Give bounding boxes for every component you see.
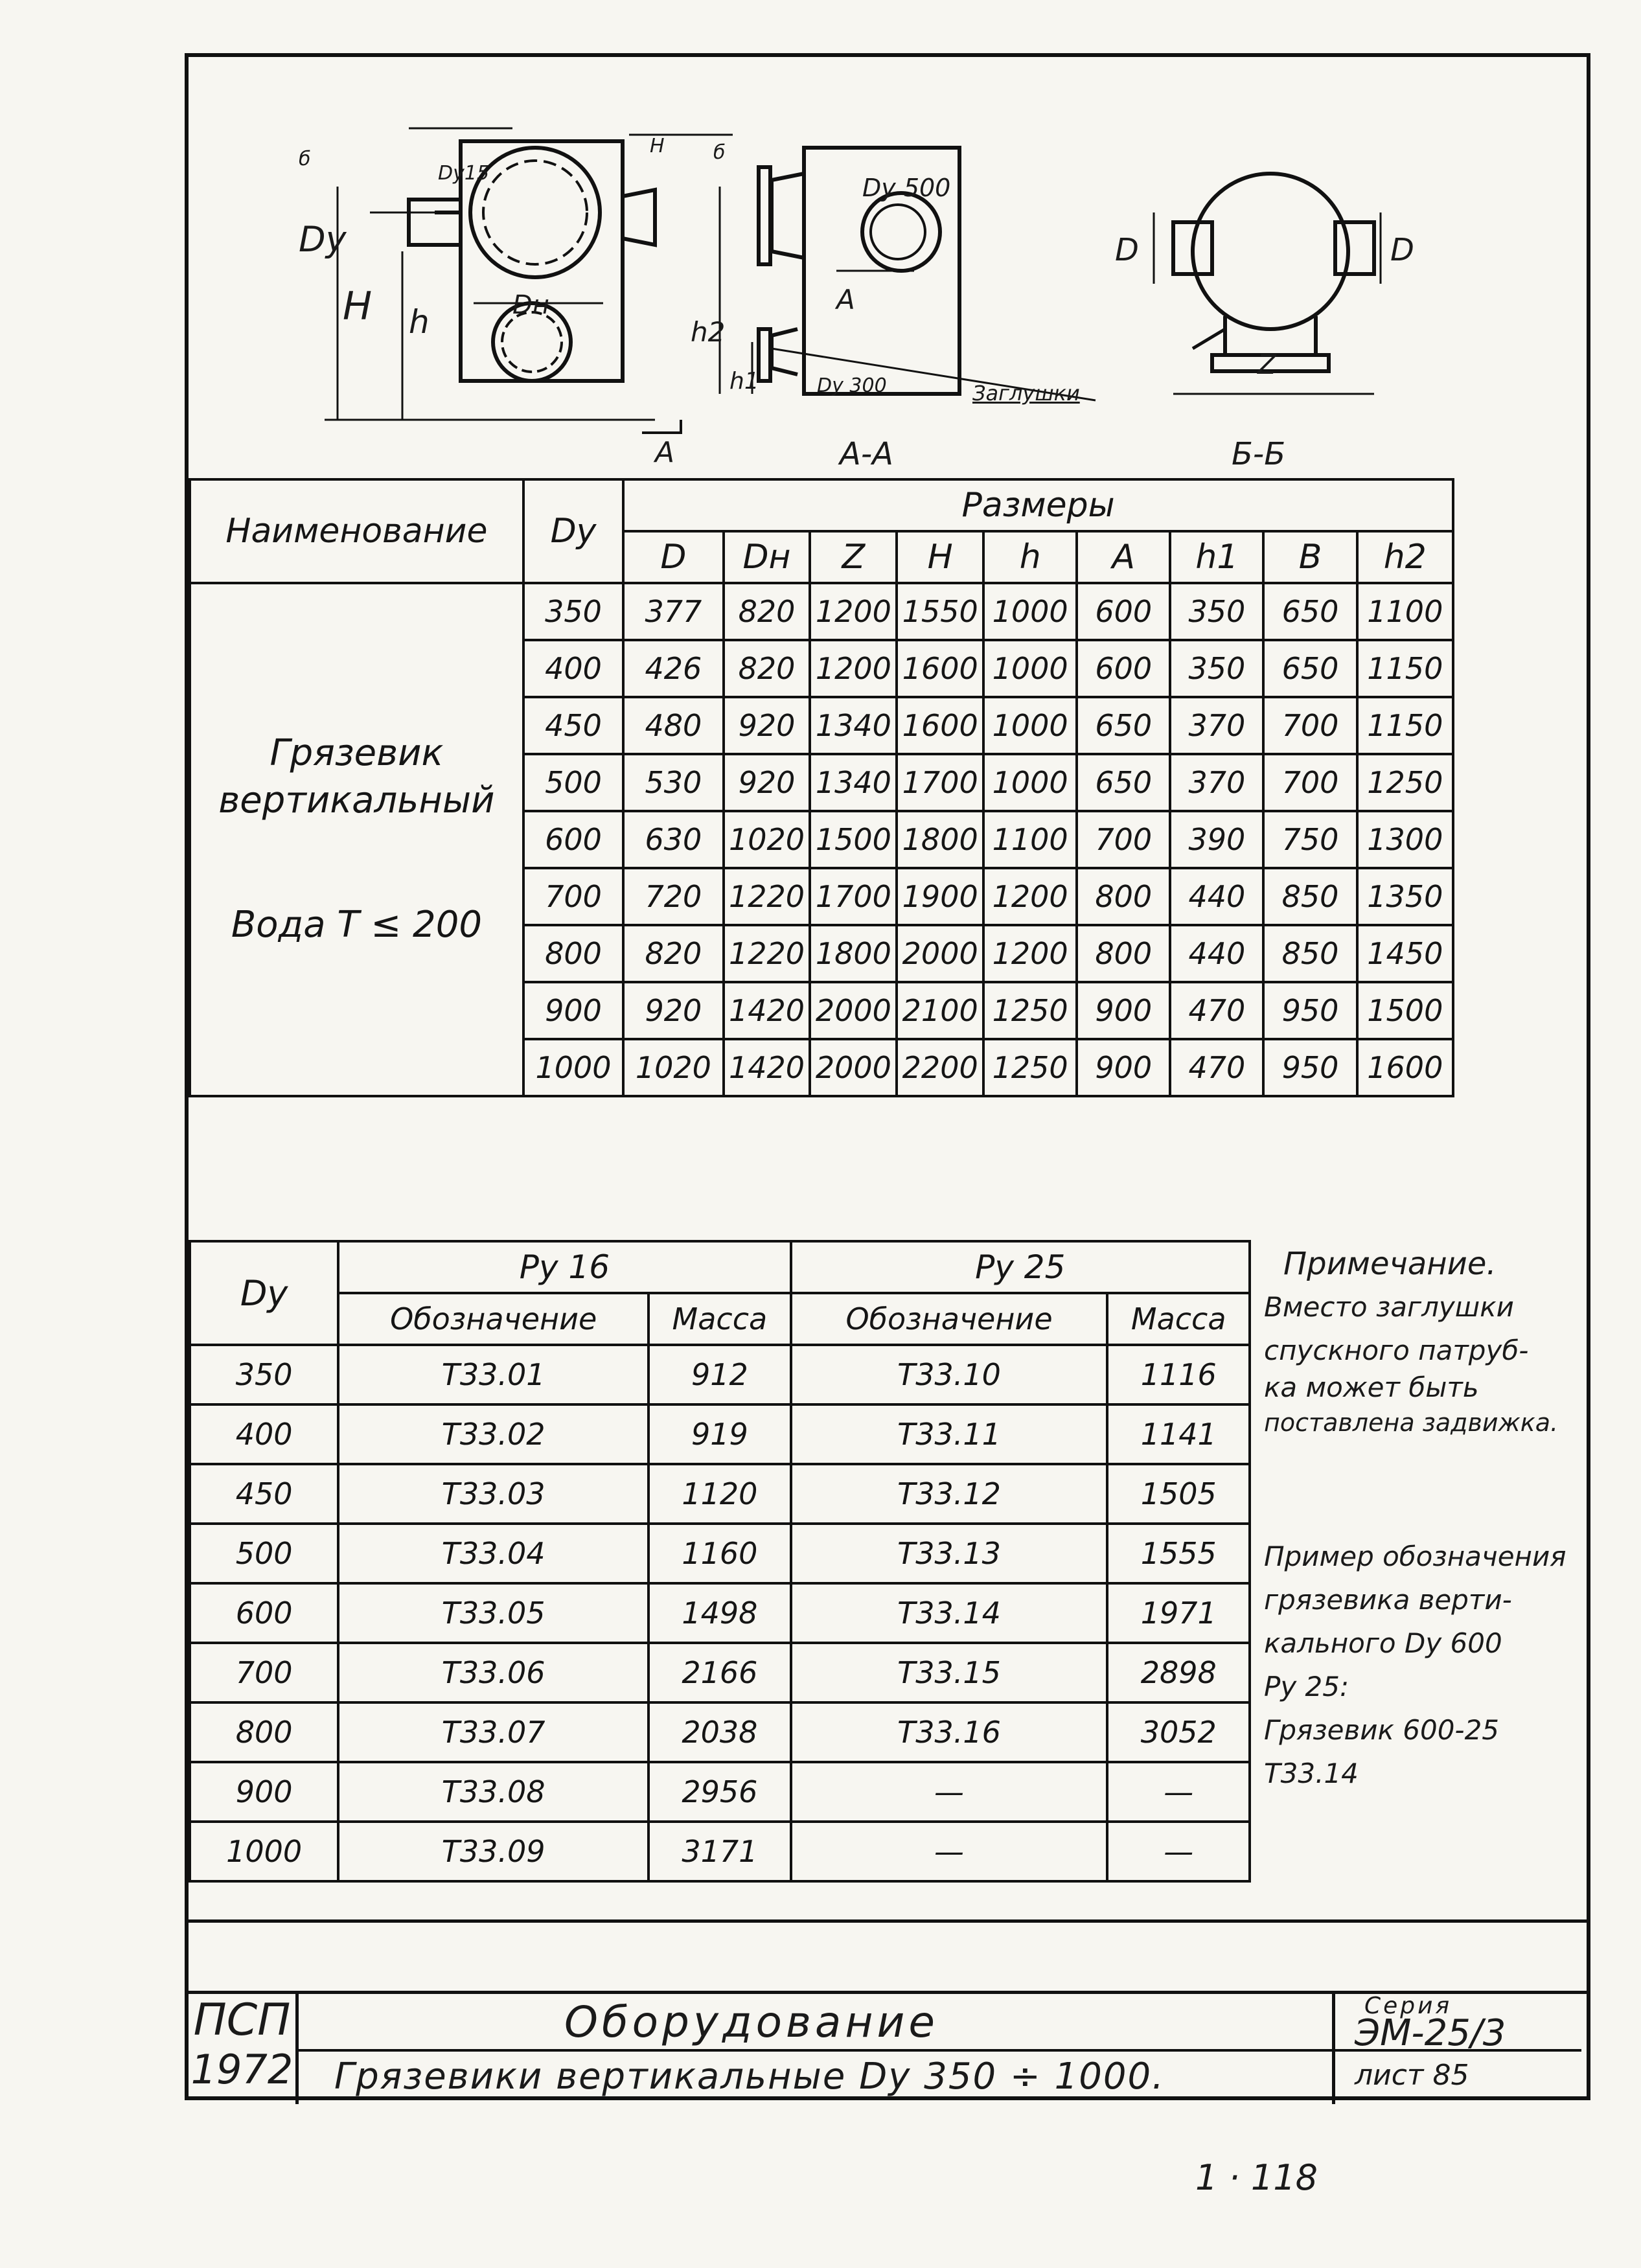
product-name-cell	[190, 583, 523, 1096]
product-name-line: Вода Т ≤ 200	[231, 904, 482, 946]
mass-cell: 3171	[648, 1822, 791, 1881]
dy-cell: 350	[523, 583, 623, 640]
dimension-cell: 1600	[897, 640, 983, 697]
label-a-cut: A	[655, 436, 675, 469]
col-header: Z	[810, 531, 897, 583]
dimension-cell: 1800	[897, 811, 983, 868]
dimension-cell: 650	[1077, 697, 1170, 754]
dimension-cell: 700	[1263, 697, 1357, 754]
mass-cell: 1498	[648, 1583, 791, 1643]
note-line: поставлена задвижка.	[1264, 1408, 1559, 1437]
dy-cell: 900	[523, 982, 623, 1039]
dimension-cell: 1150	[1357, 697, 1453, 754]
dimension-cell: 1200	[983, 925, 1077, 982]
dimension-cell: 1220	[724, 925, 810, 982]
dimension-cell: 370	[1170, 697, 1263, 754]
dimension-cell: 440	[1170, 868, 1263, 925]
drawing-sheet	[185, 53, 1590, 2100]
dimension-cell: 1100	[983, 811, 1077, 868]
example-line: кального Dу 600	[1264, 1627, 1502, 1659]
designation-row	[190, 1822, 1250, 1881]
dimension-cell: 630	[623, 811, 723, 868]
mass-cell: 2038	[648, 1702, 791, 1762]
designation-cell: Т33.03	[338, 1464, 648, 1524]
dimension-cell: 1600	[897, 697, 983, 754]
example-line: Пример обозначения	[1264, 1541, 1566, 1572]
category-title: Оборудование	[564, 1997, 939, 2047]
dimension-cell: 920	[724, 754, 810, 811]
designation-cell: Т33.14	[791, 1583, 1108, 1643]
dimension-cell: 470	[1170, 1039, 1263, 1096]
dy-cell: 450	[523, 697, 623, 754]
dimension-cell: 820	[724, 583, 810, 640]
series-label: Серия	[1364, 1993, 1452, 2019]
dimension-cell: 1000	[983, 697, 1077, 754]
dimensions-table	[189, 478, 1454, 1097]
header-dy: Dу	[523, 479, 623, 583]
dimension-cell: 440	[1170, 925, 1263, 982]
mass-cell: —	[1107, 1762, 1250, 1822]
label-dy: Dy	[299, 219, 347, 260]
dimension-cell: 390	[1170, 811, 1263, 868]
product-name-line: вертикальный	[218, 779, 495, 821]
note-line: спускного патруб-	[1264, 1334, 1529, 1366]
label-h: h	[409, 303, 430, 341]
dy-cell: 1000	[190, 1822, 338, 1881]
technical-drawings	[189, 57, 1587, 478]
dimension-cell: 1220	[724, 868, 810, 925]
designation-cell: Т33.13	[791, 1524, 1108, 1583]
dy-cell: 400	[523, 640, 623, 697]
label-dn: Dн	[512, 290, 549, 320]
dimension-cell: 1020	[623, 1039, 723, 1096]
dimension-cell: 600	[1077, 583, 1170, 640]
designation-cell: Т33.15	[791, 1643, 1108, 1702]
label-h-top: H	[650, 135, 665, 157]
designation-cell: Т33.11	[791, 1404, 1108, 1464]
dimension-cell: 900	[1077, 1039, 1170, 1096]
dimension-cell: 370	[1170, 754, 1263, 811]
designation-cell: Т33.09	[338, 1822, 648, 1881]
dy-cell: 400	[190, 1404, 338, 1464]
designation-row	[190, 1464, 1250, 1524]
label-d-right: D	[1390, 232, 1414, 268]
designation-row	[190, 1404, 1250, 1464]
mass-cell: 1505	[1107, 1464, 1250, 1524]
label-z: Z	[1257, 349, 1276, 380]
example-line: Грязевик 600-25	[1264, 1714, 1500, 1746]
dimension-cell: 1420	[724, 1039, 810, 1096]
dy-cell: 500	[190, 1524, 338, 1583]
designation-cell: Т33.08	[338, 1762, 648, 1822]
header-sizes: Размеры	[623, 479, 1453, 531]
col-header: h1	[1170, 531, 1263, 583]
dimension-cell: 1500	[1357, 982, 1453, 1039]
dy-cell: 350	[190, 1345, 338, 1404]
dimension-cell: 1100	[1357, 583, 1453, 640]
dimension-cell: 1000	[983, 583, 1077, 640]
label-a: A	[836, 284, 855, 315]
label-b2: б	[713, 141, 726, 164]
dimension-cell: 1700	[897, 754, 983, 811]
dimension-cell: 820	[724, 640, 810, 697]
dimension-cell: 1020	[724, 811, 810, 868]
dy-cell: 800	[523, 925, 623, 982]
example-line: Pу 25:	[1264, 1671, 1349, 1702]
dimension-cell: 1800	[810, 925, 897, 982]
dimension-cell: 480	[623, 697, 723, 754]
dimension-cell: 1150	[1357, 640, 1453, 697]
org-year: 1972	[190, 2046, 293, 2093]
designation-table	[189, 1240, 1251, 1883]
label-dy15: Dу15	[438, 162, 490, 185]
document-title: Грязевики вертикальные Dу 350 ÷ 1000.	[334, 2056, 1165, 2098]
dimension-cell: 750	[1263, 811, 1357, 868]
subheader-mass: Масса	[648, 1293, 791, 1345]
mass-cell: 1555	[1107, 1524, 1250, 1583]
designation-cell: Т33.12	[791, 1464, 1108, 1524]
subheader-designation: Обозначение	[338, 1293, 648, 1345]
mass-cell: 1116	[1107, 1345, 1250, 1404]
dy-cell: 1000	[523, 1039, 623, 1096]
mass-cell: 1141	[1107, 1404, 1250, 1464]
section-b-b-title: Б-Б	[1232, 436, 1286, 472]
label-h1-drawing: h1	[729, 368, 759, 395]
dimension-cell: 2100	[897, 982, 983, 1039]
designation-cell: Т33.02	[338, 1404, 648, 1464]
designation-row	[190, 1524, 1250, 1583]
designation-cell: Т33.05	[338, 1583, 648, 1643]
dimension-cell: 1340	[810, 754, 897, 811]
dimension-cell: 650	[1077, 754, 1170, 811]
dimension-cell: 1000	[983, 754, 1077, 811]
series-code: ЭМ-25/3	[1355, 2012, 1506, 2054]
dimension-cell: 1340	[810, 697, 897, 754]
dy-cell: 700	[523, 868, 623, 925]
dimension-cell: 1250	[1357, 754, 1453, 811]
dimension-cell: 850	[1263, 925, 1357, 982]
dimension-cell: 2000	[810, 1039, 897, 1096]
dimension-cell: 800	[1077, 925, 1170, 982]
dimension-cell: 1250	[983, 1039, 1077, 1096]
example-line: Т33.14	[1264, 1758, 1359, 1789]
designation-row	[190, 1583, 1250, 1643]
dy-cell: 600	[523, 811, 623, 868]
dimension-cell: 2000	[897, 925, 983, 982]
dimension-cell: 1550	[897, 583, 983, 640]
dimension-cell: 470	[1170, 982, 1263, 1039]
dimension-cell: 950	[1263, 1039, 1357, 1096]
dy-cell: 600	[190, 1583, 338, 1643]
dy-cell: 800	[190, 1702, 338, 1762]
section-a-a-title: A-A	[840, 436, 893, 472]
col-header: A	[1077, 531, 1170, 583]
dy-cell: 500	[523, 754, 623, 811]
dimension-cell: 1200	[810, 640, 897, 697]
notes-block	[1264, 1246, 1588, 1789]
mass-cell: 2166	[648, 1643, 791, 1702]
subheader-designation: Обозначение	[791, 1293, 1108, 1345]
col-header: D	[623, 531, 723, 583]
designation-row	[190, 1345, 1250, 1404]
label-dy500: Dy 500	[862, 174, 951, 202]
designation-cell: Т33.16	[791, 1702, 1108, 1762]
dimension-cell: 600	[1077, 640, 1170, 697]
dimension-cell: 850	[1263, 868, 1357, 925]
dimension-cell: 700	[1077, 811, 1170, 868]
designation-cell: Т33.10	[791, 1345, 1108, 1404]
dimension-cell: 950	[1263, 982, 1357, 1039]
header-py16: Pу 16	[338, 1241, 790, 1293]
dimension-cell: 1500	[810, 811, 897, 868]
designation-row	[190, 1643, 1250, 1702]
dimension-cell: 350	[1170, 640, 1263, 697]
mass-cell: 912	[648, 1345, 791, 1404]
label-zaglushki: Заглушки	[972, 381, 1080, 406]
designation-cell: —	[791, 1762, 1108, 1822]
col-header: Dн	[724, 531, 810, 583]
page-number: 1 · 118	[1195, 2157, 1318, 2198]
dimension-cell: 1450	[1357, 925, 1453, 982]
label-dy300: Dy 300	[817, 374, 887, 397]
dimension-cell: 377	[623, 583, 723, 640]
dy-cell: 700	[190, 1643, 338, 1702]
designation-cell: Т33.06	[338, 1643, 648, 1702]
designation-cell: Т33.07	[338, 1702, 648, 1762]
dimension-cell: 700	[1263, 754, 1357, 811]
mass-cell: 2898	[1107, 1643, 1250, 1702]
label-h-big: H	[343, 284, 373, 329]
note-line: ка может быть	[1264, 1371, 1479, 1403]
dimensions-row	[190, 583, 1453, 640]
dimension-cell: 1420	[724, 982, 810, 1039]
dimension-cell: 920	[724, 697, 810, 754]
dimension-cell: 530	[623, 754, 723, 811]
label-h2-drawing: h2	[691, 316, 726, 348]
col-header: H	[897, 531, 983, 583]
org-name: ПСП	[193, 1995, 291, 2046]
dimension-cell: 2000	[810, 982, 897, 1039]
product-name-line: Грязевик	[270, 731, 444, 774]
dimension-cell: 650	[1263, 640, 1357, 697]
dimension-cell: 1000	[983, 640, 1077, 697]
label-d-left: D	[1115, 232, 1139, 268]
dy-cell: 900	[190, 1762, 338, 1822]
mass-cell: 1971	[1107, 1583, 1250, 1643]
dimension-cell: 350	[1170, 583, 1263, 640]
designation-cell: Т33.04	[338, 1524, 648, 1583]
sheet-number: лист 85	[1355, 2059, 1469, 2092]
col-header: h	[983, 531, 1077, 583]
mass-cell: 919	[648, 1404, 791, 1464]
dimension-cell: 1200	[983, 868, 1077, 925]
dy-cell: 450	[190, 1464, 338, 1524]
view-side	[325, 128, 733, 433]
label-b1: б	[299, 148, 311, 170]
dimension-cell: 426	[623, 640, 723, 697]
mass-cell: 1120	[648, 1464, 791, 1524]
dimension-cell: 1200	[810, 583, 897, 640]
header-py25: Pу 25	[791, 1241, 1250, 1293]
dimension-cell: 920	[623, 982, 723, 1039]
designation-cell: Т33.01	[338, 1345, 648, 1404]
note-line: Вместо заглушки	[1264, 1291, 1514, 1323]
notes-title: Примечание.	[1283, 1246, 1497, 1282]
designation-row	[190, 1702, 1250, 1762]
dimension-cell: 820	[623, 925, 723, 982]
title-block-org	[189, 1991, 299, 2104]
dimension-cell: 720	[623, 868, 723, 925]
header-dy-2: Dу	[190, 1241, 338, 1345]
dimension-cell: 900	[1077, 982, 1170, 1039]
example-line: грязевика верти-	[1264, 1584, 1512, 1616]
dimension-cell: 800	[1077, 868, 1170, 925]
mass-cell: 1160	[648, 1524, 791, 1583]
dimension-cell: 1350	[1357, 868, 1453, 925]
title-block-right-divider	[1332, 1991, 1335, 2104]
dimension-cell: 2200	[897, 1039, 983, 1096]
col-header: h2	[1357, 531, 1453, 583]
designation-row	[190, 1762, 1250, 1822]
mass-cell: 3052	[1107, 1702, 1250, 1762]
col-header: B	[1263, 531, 1357, 583]
dimension-cell: 1300	[1357, 811, 1453, 868]
mass-cell: —	[1107, 1822, 1250, 1881]
dimension-cell: 1600	[1357, 1039, 1453, 1096]
dimension-cell: 1900	[897, 868, 983, 925]
mass-cell: 2956	[648, 1762, 791, 1822]
designation-cell: —	[791, 1822, 1108, 1881]
dimension-cell: 650	[1263, 583, 1357, 640]
subheader-mass: Масса	[1107, 1293, 1250, 1345]
dimension-cell: 1700	[810, 868, 897, 925]
header-name: Наименование	[190, 479, 523, 583]
dimension-cell: 1250	[983, 982, 1077, 1039]
title-block-divider	[189, 1919, 1587, 1923]
